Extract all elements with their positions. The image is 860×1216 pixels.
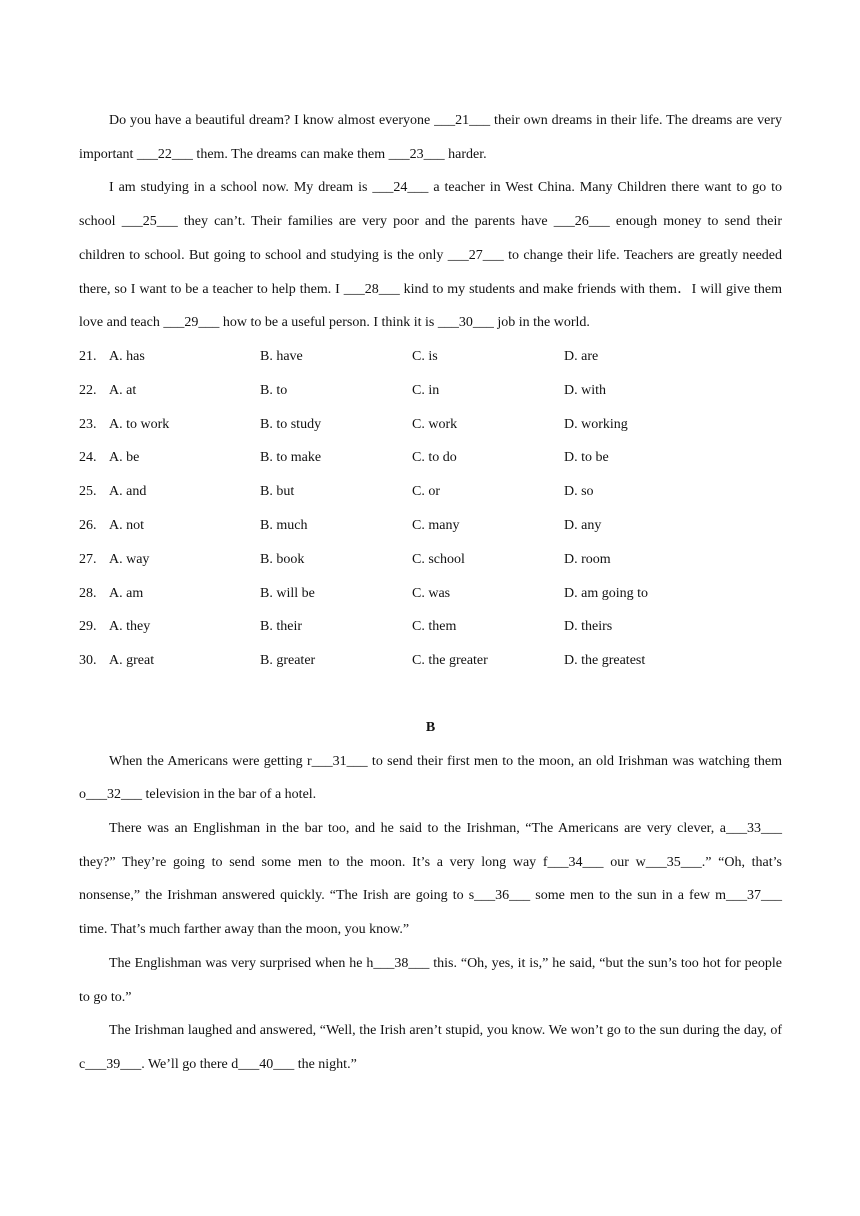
option-b: B. to make bbox=[260, 450, 322, 466]
passage-a-paragraph-1: Do you have a beautiful dream? I know almost everyone ___21___ their own dreams in their life. The dreams are very important ___22___ them. The dreams can make them ___23___ harder. bbox=[79, 113, 786, 162]
option-d: D. working bbox=[564, 416, 628, 432]
passage-b-paragraph-1: When the Americans were getting r___31___ to send their first men to the moon, an old Irishman was watching them o___32___ television in the bar of a hotel. bbox=[79, 753, 786, 803]
option-a: A. they bbox=[109, 619, 151, 635]
question-number: 26. bbox=[79, 517, 97, 533]
option-b: B. much bbox=[260, 517, 308, 533]
option-c: C. them bbox=[412, 619, 457, 635]
question-row-29 bbox=[79, 610, 782, 644]
option-c: C. to do bbox=[412, 450, 457, 466]
option-c: C. or bbox=[412, 484, 440, 500]
option-d: D. to be bbox=[564, 450, 609, 466]
option-a: A. way bbox=[109, 551, 150, 567]
option-a: A. great bbox=[109, 653, 155, 669]
question-options-list bbox=[79, 340, 782, 678]
option-d: D. with bbox=[564, 382, 606, 398]
question-number: 29. bbox=[79, 619, 97, 635]
question-number: 24. bbox=[79, 450, 97, 466]
question-number: 23. bbox=[79, 416, 97, 432]
option-d: D. room bbox=[564, 551, 611, 567]
question-row-30 bbox=[79, 644, 782, 678]
option-a: A. be bbox=[109, 450, 140, 466]
question-number: 21. bbox=[79, 348, 97, 364]
option-c: C. work bbox=[412, 416, 458, 432]
question-row-22 bbox=[79, 374, 782, 408]
question-row-24 bbox=[79, 441, 782, 475]
question-row-25 bbox=[79, 475, 782, 509]
option-c: C. many bbox=[412, 517, 460, 533]
question-number: 22. bbox=[79, 382, 97, 398]
section-b-heading: B bbox=[425, 719, 436, 735]
passage-a-paragraph-2: I am studying in a school now. My dream is ___24___ a teacher in West China. Many Children there want to go to school ___25___ they can’t. Their families are very poor and the parents have ___26___ enough money to send their children to school. But going to school and studying is the only ___27___ to change their life. Teachers are greatly needed there, so I want to be a teacher to help them. I ___28___ kind to my students and make friends with them．I will give them love and teach ___29___ how to be a useful person. I think it is ___30___ job in the world. bbox=[79, 180, 786, 331]
option-d: D. so bbox=[564, 484, 594, 500]
option-b: B. to bbox=[260, 382, 288, 398]
question-row-23 bbox=[79, 408, 782, 442]
option-d: D. are bbox=[564, 348, 599, 364]
option-b: B. book bbox=[260, 551, 305, 567]
option-c: C. was bbox=[412, 585, 451, 601]
option-a: A. to work bbox=[109, 416, 170, 432]
option-a: A. not bbox=[109, 517, 144, 533]
option-c: C. is bbox=[412, 348, 438, 364]
option-b: B. their bbox=[260, 619, 302, 635]
option-b: B. to study bbox=[260, 416, 322, 432]
option-d: D. am going to bbox=[564, 585, 648, 601]
option-a: A. am bbox=[109, 585, 144, 601]
passage-b-paragraph-3: The Englishman was very surprised when he h___38___ this. “Oh, yes, it is,” he said, “but the sun’s too hot for people to go to.” bbox=[79, 955, 786, 1005]
option-c: C. in bbox=[412, 382, 440, 398]
question-number: 30. bbox=[79, 653, 97, 669]
question-row-28 bbox=[79, 577, 782, 611]
question-row-27 bbox=[79, 543, 782, 577]
option-a: A. at bbox=[109, 382, 137, 398]
option-b: B. will be bbox=[260, 585, 315, 601]
worksheet-page bbox=[79, 104, 786, 1082]
option-a: A. and bbox=[109, 484, 147, 500]
option-b: B. have bbox=[260, 348, 303, 364]
option-c: C. school bbox=[412, 551, 465, 567]
question-number: 27. bbox=[79, 551, 97, 567]
passage-b-paragraph-4: The Irishman laughed and answered, “Well, the Irish aren’t stupid, you know. We won’t go to the sun during the day, of c___39___. We’ll go there d___40___ the night.” bbox=[79, 1023, 786, 1072]
option-d: D. theirs bbox=[564, 619, 613, 635]
question-number: 28. bbox=[79, 585, 97, 601]
question-number: 25. bbox=[79, 484, 97, 500]
option-d: D. the greatest bbox=[564, 653, 646, 669]
question-row-26 bbox=[79, 509, 782, 543]
option-b: B. greater bbox=[260, 653, 316, 669]
option-a: A. has bbox=[109, 348, 145, 364]
question-row-21 bbox=[79, 340, 782, 374]
option-c: C. the greater bbox=[412, 653, 488, 669]
option-b: B. but bbox=[260, 484, 295, 500]
option-d: D. any bbox=[564, 517, 602, 533]
passage-b-paragraph-2: There was an Englishman in the bar too, and he said to the Irishman, “The Americans are very clever, a___33___ they?” They’re going to send some men to the moon. It’s a very long way f___34___ our w___35___.” “Oh, that’s nonsense,” the Irishman answered quickly. “The Irish are going to s___36___ some men to the sun in a few m___37___ time. That’s much farther away than the moon, you know.” bbox=[79, 821, 786, 938]
